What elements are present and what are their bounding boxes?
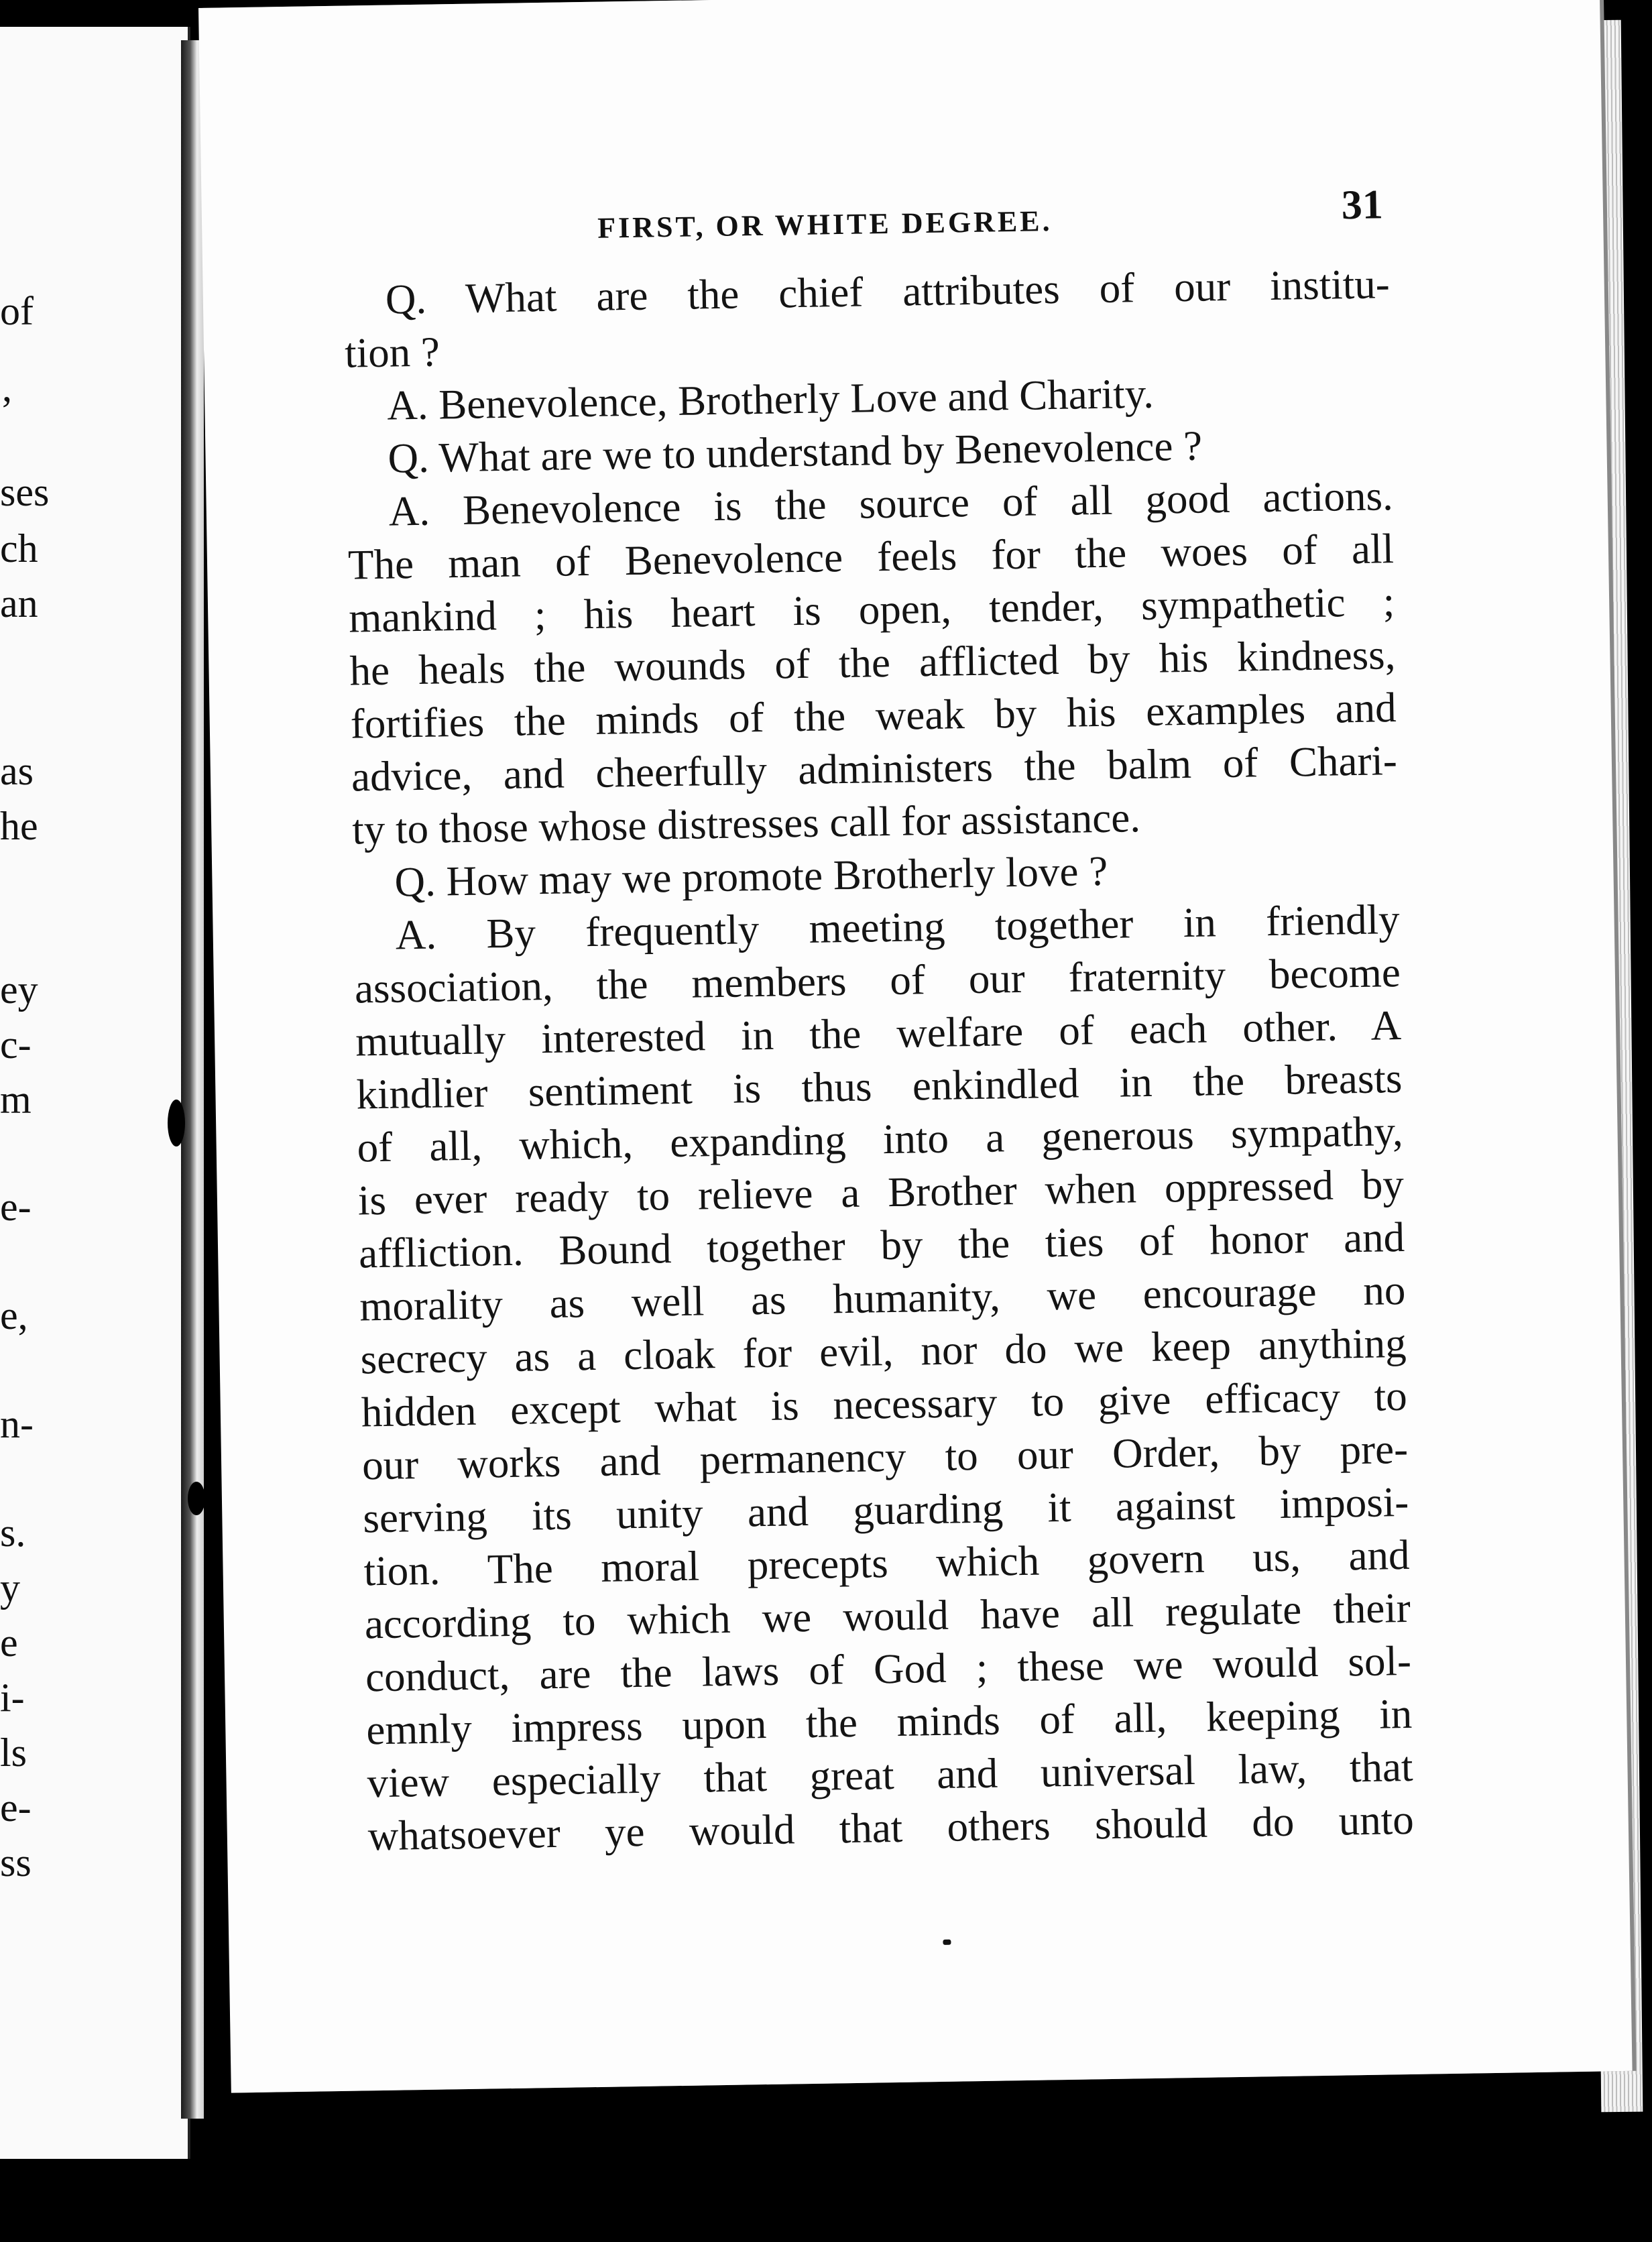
- left-page-word: y: [0, 1566, 20, 1610]
- text-line: hidden except what is necessary to give efficacy to: [361, 1372, 1408, 1436]
- text-line: Q. What are the chief attributes of our institu-: [385, 260, 1391, 323]
- left-page-word: ʼ: [0, 388, 13, 432]
- left-page-word: of: [0, 289, 34, 333]
- text-line: secrecy as a cloak for evil, nor do we keep anything: [360, 1319, 1407, 1383]
- text-line: view especially that great and universal law, that: [367, 1743, 1413, 1807]
- text-line: morality as well as humanity, we encourage no: [359, 1266, 1406, 1330]
- left-page-word: ch: [0, 526, 38, 571]
- left-facing-page: [0, 27, 190, 2159]
- left-page-word: ls: [0, 1730, 27, 1775]
- left-page-word: ey: [0, 967, 38, 1012]
- text-line: he heals the wounds of the afflicted by his kindness,: [349, 631, 1396, 695]
- text-line: tion ?: [344, 328, 440, 377]
- right-page: [198, 0, 1633, 2093]
- text-line: of all, which, expanding into a generous sympathy,: [357, 1107, 1404, 1171]
- left-page-word: e: [0, 1620, 18, 1665]
- text-line: conduct, are the laws of God ; these we would sol-: [365, 1637, 1412, 1701]
- left-page-word: n-: [0, 1402, 34, 1446]
- left-page-margin-words: [0, 27, 60, 2159]
- ink-speck: [943, 1940, 951, 1945]
- left-page-word: as: [0, 749, 34, 793]
- text-line: ty to those whose distresses call for assistance.: [351, 794, 1141, 853]
- left-page-word: c-: [0, 1022, 32, 1067]
- text-line: mutually interested in the welfare of each other. A: [355, 1002, 1402, 1065]
- book-gutter: [181, 40, 204, 2119]
- text-line: emnly impress upon the minds of all, keeping in: [365, 1690, 1413, 1754]
- text-line: A. Benevolence is the source of all good actions.: [388, 472, 1394, 535]
- text-line: Q. How may we promote Brotherly love ?: [394, 847, 1108, 906]
- running-head: FIRST, OR WHITE DEGREE.: [597, 204, 1053, 245]
- text-line: affliction. Bound together by the ties of honor and: [358, 1213, 1405, 1277]
- left-page-word: i-: [0, 1675, 25, 1720]
- left-page-word: s.: [0, 1511, 26, 1555]
- text-line: whatsoever ye would that others should do unto: [367, 1795, 1415, 1860]
- left-page-word: ses: [0, 470, 50, 514]
- text-line: mankind ; his heart is open, tender, sympathetic ;: [348, 578, 1395, 642]
- binding-thread-mark: [168, 1100, 185, 1146]
- page-number: 31: [1341, 182, 1384, 229]
- text-line: The man of Benevolence feels for the woes of all: [347, 525, 1395, 589]
- left-page-word: ss: [0, 1840, 32, 1885]
- text-line: tion. The moral precepts which govern us, and: [363, 1531, 1411, 1595]
- text-line: fortifies the minds of the weak by his examples and: [350, 684, 1397, 748]
- body-text: [343, 257, 1414, 1863]
- left-page-word: he: [0, 804, 38, 848]
- left-page-word: e-: [0, 1185, 32, 1229]
- text-line: advice, and cheerfully administers the balm of Chari-: [351, 737, 1398, 801]
- text-line: association, the members of our fraternity become: [354, 949, 1401, 1012]
- left-page-word: e,: [0, 1293, 28, 1338]
- text-line: our works and permanency to our Order, by pre-: [361, 1425, 1409, 1489]
- text-line: according to which we would have all regulate their: [364, 1584, 1411, 1648]
- text-line: kindlier sentiment is thus enkindled in the breasts: [355, 1055, 1403, 1118]
- binding-thread-mark: [188, 1482, 205, 1515]
- left-page-word: m: [0, 1077, 32, 1122]
- text-line: A. By frequently meeting together in friendly: [395, 896, 1401, 959]
- text-line: Q. What are we to understand by Benevolence ?: [388, 422, 1203, 482]
- text-line: serving its unity and guarding it against imposi-: [362, 1478, 1409, 1542]
- left-page-word: e-: [0, 1785, 32, 1830]
- text-line: is ever ready to relieve a Brother when oppressed by: [357, 1160, 1405, 1224]
- text-line: A. Benevolence, Brotherly Love and Charity.: [386, 369, 1155, 429]
- left-page-word: an: [0, 581, 38, 626]
